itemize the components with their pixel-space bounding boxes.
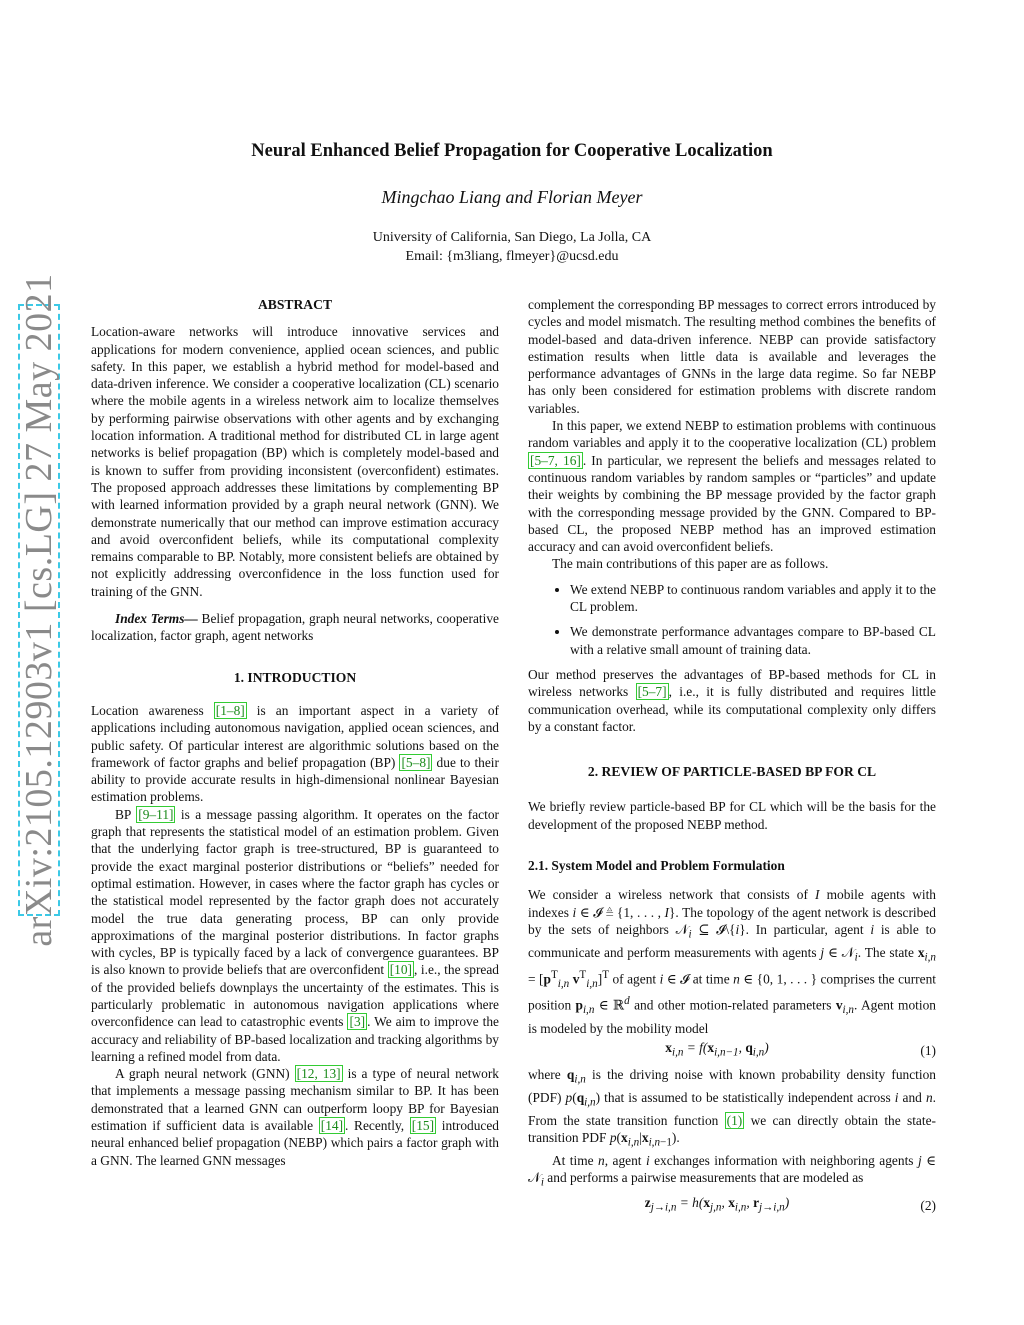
index-terms-label: Index Terms— [115, 611, 198, 627]
index-terms-text: Belief propagation, graph neural networks, cooperative localization, factor graph, agent networks [91, 611, 499, 644]
citation-link[interactable]: [10] [389, 962, 412, 978]
system-model-paragraph: We consider a wireless network that consists of I mobile agents with indexes i ∈ 𝓘 ≜ {1, . . . , I}. The topology of the agent network is described by the sets of neighbors 𝒩$_i$ ⊆ 𝓘\{i}. In particular, agent i is able to communicate and perform measurements with agents j ∈ 𝒩$_i$. The state $x_{i,n} = [p^T_{i,n}$ $v^T_{i,n}]^T$ of agent i ∈ 𝓘 at time n ∈ {0, 1, . . . } comprises the current position $p_{i,n}$ ∈ ℝ$^d$ and other motion-related parameters $v_{i,n}$. Agent motion is modeled by the mobility model [528, 887, 937, 1036]
equation-1-formula: $x_{i,n} = f(x_{i,n-1}$, $q_{i,n}$) [665, 1040, 769, 1059]
section-1-heading: 1. INTRODUCTION [233, 669, 357, 685]
left-column [91, 296, 499, 1169]
list-item: • We demonstrate performance advantages compare to BP-based CL with a relative small amount of training data. [570, 623, 936, 658]
intro-paragraph-4: complement the corresponding BP messages to correct errors introduced by cycles and model mismatch. The resulting method combines the benefits of model-based and data-driven inference. NEBP can provide satisfactory estimation results when little data is available and leverages the performance advantages of GNNs in the large data regime. So far NEBP has only been considered for estimation problems with discrete random variables. [528, 297, 936, 416]
citation-link[interactable]: [3] [349, 1014, 366, 1030]
arxiv-side-stamp [18, 273, 60, 947]
measurement-paragraph: At time n, agent i exchanges information with neighboring agents j ∈ 𝒩$_i$ and performs a pairwise measurements that are modeled as [528, 1153, 937, 1190]
citation-link[interactable]: [15] [411, 1118, 435, 1134]
email: Email: {m3liang, flmeyer}@ucsd.edu [405, 249, 619, 264]
citation-link[interactable]: [5–8] [401, 754, 431, 770]
citation-link[interactable]: [5–7, 16] [530, 452, 581, 468]
equation-1 [528, 1039, 936, 1062]
subsection-2-1-heading: 2.1. System Model and Problem Formulation [528, 858, 785, 874]
section-2-heading: 2. REVIEW OF PARTICLE-BASED BP FOR CL [587, 764, 877, 780]
affiliation-block [0, 228, 1024, 266]
citation-link[interactable]: [5–7] [637, 684, 667, 700]
index-terms [91, 610, 499, 645]
citation-link[interactable]: [12, 13] [296, 1066, 341, 1082]
equation-1-number: (1) [920, 1042, 936, 1058]
abstract-heading: ABSTRACT [257, 297, 333, 312]
intro-paragraph-2: BP [9–11] is a message passing algorithm. It operates on the factor graph that represents the statistical model of an estimation problem. Given that the underlying factor graph is tree-structured, BP is guaranteed to provide the exact marginal posterior distributions or “beliefs” needed for optimal estimation. However, in cases where the factor graph has cycles or the statistical model represented by the factor graph does not accurately model the true data generating process, BP can only provide approximations of the marginal posterior distributions. In factor graphs with cycles, BP is typically faced by a lack of convergence guarantees. BP is also known to provide beliefs that are overconfident [10] , i.e., the spread of the provided beliefs downplays the uncertainty of the estimates. This is particularly problematic in autonomous navigation applications where overconfidence can lead to catastrophic events [3] . We aim to improve the accuracy and reliability of BP-based localization and tracking algorithms by learning a refined model from data. [91, 806, 500, 1064]
affiliation: University of California, San Diego, La Jolla, CA [372, 230, 652, 245]
equation-2 [528, 1194, 936, 1217]
intro-paragraph-7: Our method preserves the advantages of BP-based methods for CL in wireless networks [5–7] , i.e., it is fully distributed and requires little communication overhead, while its computational complexity only differs by a constant factor. [528, 666, 936, 734]
noise-paragraph: where $q_{i,n}$ is the driving noise with known probability density function (PDF) $p(q_{i,n})$ that is assumed to be statistically independent across i and n. From the state transition function (1) we can directly obtain the state-transition PDF $p(x_{i,n}|x_{i,n-1})$. [528, 1066, 936, 1149]
citation-link[interactable]: [9–11] [138, 806, 174, 822]
equation-2-formula: $z_{j\to i,n} = h(x_{j,n}$, $x_{i,n}$, $r_{j\to i,n}$) [644, 1195, 790, 1215]
equation-ref-link[interactable]: (1) [726, 1112, 743, 1128]
arxiv-identifier: arXiv:2105.12903v1 [cs.LG] 27 May 2021 [18, 273, 60, 947]
paper-authors: Mingchao Liang and Florian Meyer [381, 187, 643, 207]
abstract-text: Location-aware networks will introduce innovative services and applications for modern convenience, applied ocean sciences, and public safety. In this paper, we establish a hybrid method for model-based and data-driven inference. We consider a cooperative localization (CL) scenario where the mobile agents in a wireless network aim to localize themselves by performing pairwise observations with other agents and by exchanging location information. A traditional method for distributed CL in large agent networks is belief propagation (BP) which is completely model-based and is known to suffer from providing inconsistent (overconfident) estimates. The proposed approach addresses these limitations by complementing BP with learned information provided by a graph neural network (GNN). We demonstrate numerically that our method can improve estimation accuracy and avoid overconfident beliefs, while its computational complexity remains comparable to BP. Notably, more consistent beliefs are obtained by not explicitly addressing overconfidence in the loss function used for training of the GNN. [91, 324, 499, 599]
list-item: • We extend NEBP to continuous random variables and apply it to the CL problem. [570, 581, 936, 616]
right-column [528, 296, 936, 1221]
contributions-list [528, 581, 936, 658]
equation-2-number: (2) [920, 1198, 936, 1214]
intro-paragraph-6: The main contributions of this paper are as follows. [552, 556, 829, 572]
review-paragraph-1: We briefly review particle-based BP for CL which will be the basis for the development of the proposed NEBP method. [528, 799, 936, 832]
intro-paragraph-1: Location awareness [1–8] is an important aspect in a variety of applications including autonomous navigation, applied ocean sciences, and public safety. Of particular interest are algorithmic solutions based on the framework of factor graphs and belief propagation (BP) [5–8] due to their ability to provide accurate results in high-dimensional nonlinear Bayesian estimation problems. [91, 702, 499, 805]
paper-title: Neural Enhanced Belief Propagation for Cooperative Localization [251, 141, 773, 161]
citation-link[interactable]: [1–8] [215, 702, 245, 718]
intro-paragraph-5: In this paper, we extend NEBP to estimation problems with continuous random variables and apply it to the cooperative localization (CL) problem [5–7, 16] . In particular, we represent the beliefs and messages related to continuous random variables by random samples or “particles” and update their weights by combining the BP message provided by the factor graph with the corresponding message provided by the GNN. Compared to BP-based CL, the proposed NEBP method has an improved estimation accuracy and can avoid overconfident beliefs. [528, 418, 937, 555]
citation-link[interactable]: [14] [320, 1118, 344, 1134]
intro-paragraph-3: A graph neural network (GNN) [12, 13] is a type of neural network that implements a message passing mechanism similar to BP. It has been demonstrated that a learned GNN can outperform loopy BP for Bayesian estimation if sufficient data is available [14] . Recently, [15] introduced neural enhanced belief propagation (NEBP) which pairs a factor graph with a GNN. The learned GNN messages [91, 1066, 499, 1168]
